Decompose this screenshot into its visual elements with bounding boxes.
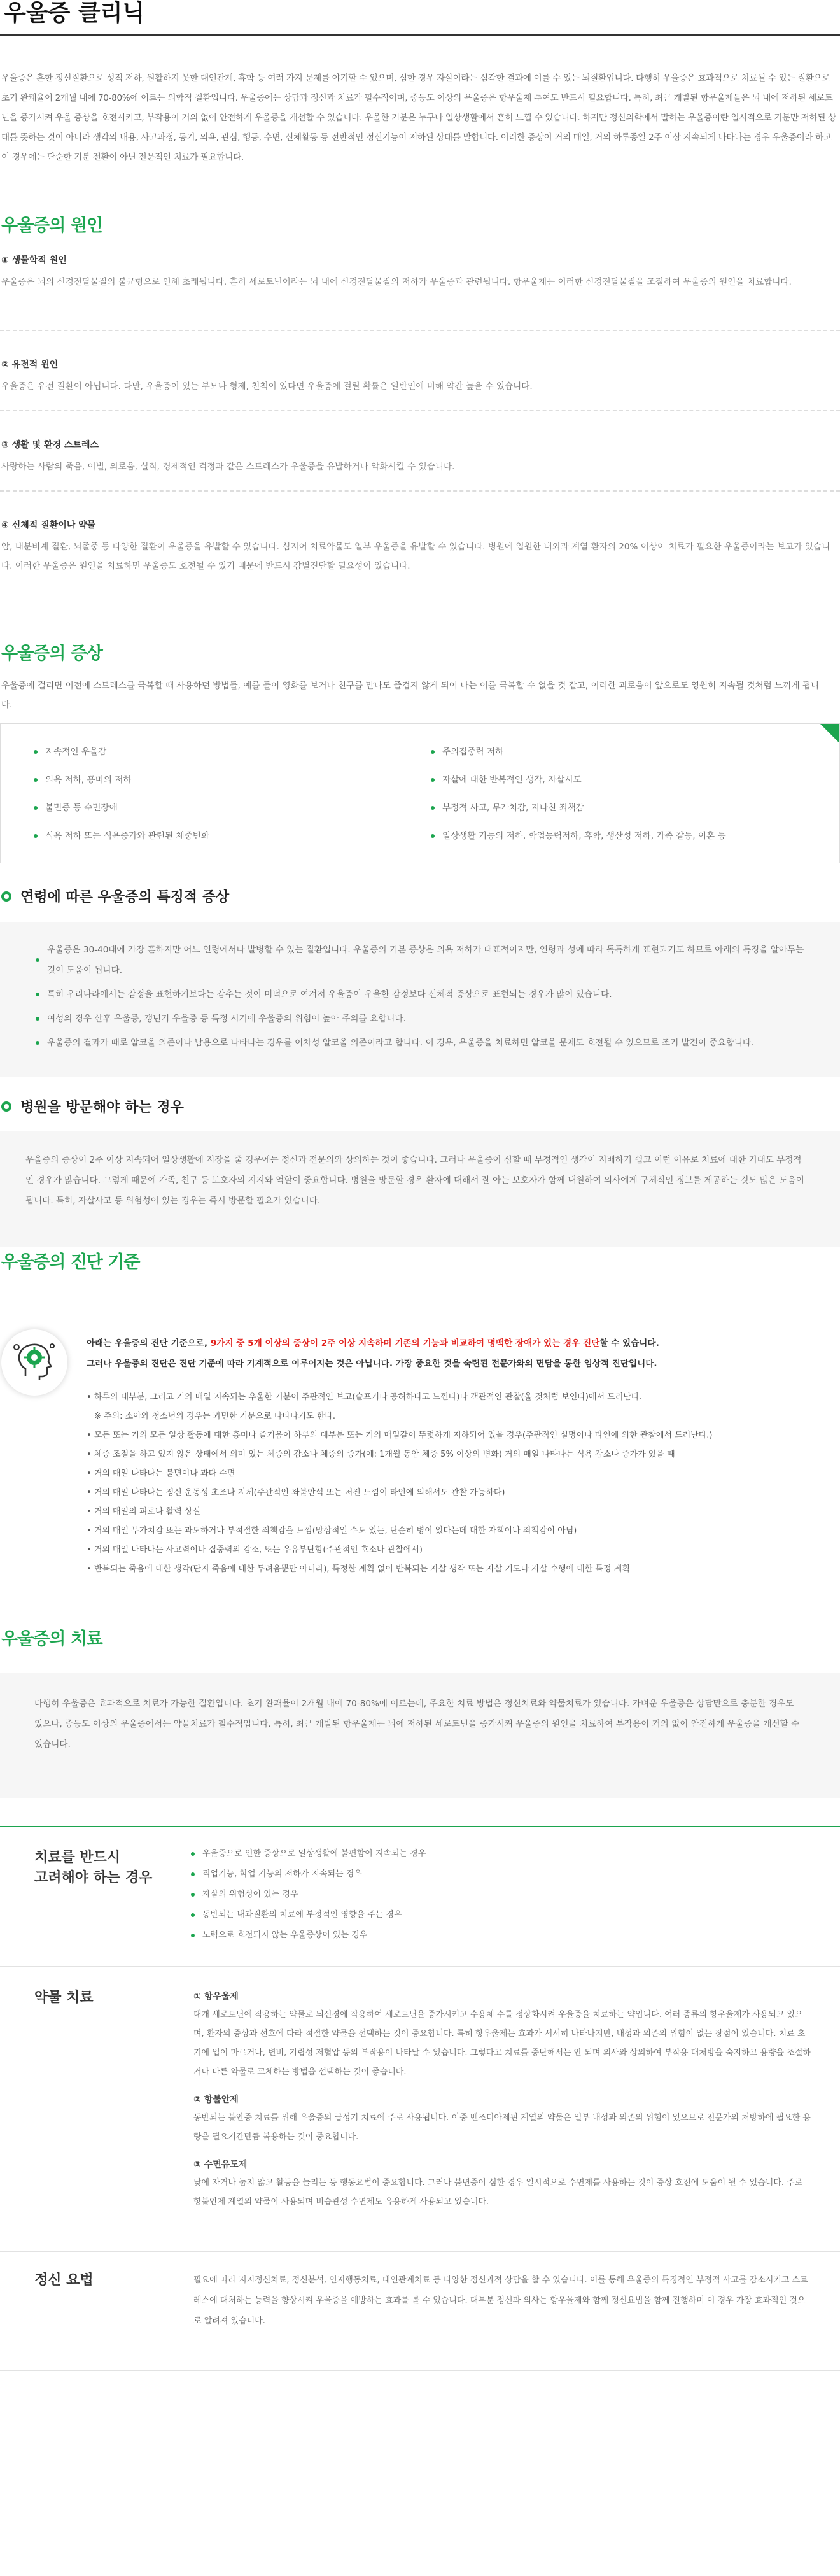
head-mind-icon: [1, 1329, 67, 1396]
criteria-item: • 거의 매일 나타나는 정신 운동성 초조나 지체(주관적인 좌불안석 또는 처진 느낌이 타인에 의해서도 관찰 가능하다): [87, 1488, 505, 1497]
lead-text: 할 수 있습니다.: [599, 1338, 659, 1348]
cause-desc: 사랑하는 사람의 죽음, 이별, 외로움, 실직, 경제적인 걱정과 같은 스트레스가 우울증을 유발하거나 악화시킬 수 있습니다.: [1, 462, 455, 472]
diagnosis-lead: [87, 1333, 831, 1374]
divider: [0, 1966, 840, 1967]
list-item: 노력으로 호전되지 않는 우울증상이 있는 경우: [188, 1925, 812, 1946]
list-item: 의욕 저하, 흥미의 저하: [31, 766, 388, 794]
psy-label: 정신 요법: [34, 2272, 94, 2288]
list-item: 일상생활 기능의 저하, 학업능력저하, 휴학, 생산성 저하, 가족 갈등, 이혼 등: [428, 822, 823, 850]
symptoms-desc: 우울증에 걸리면 이전에 스트레스를 극복할 때 사용하던 방법들, 예를 들어 영화를 보거나 친구를 만나도 즐겁지 않게 되어 나는 이를 극복할 수 없을 것 같고, 이러한 괴로움이 앞으로도 영원히 지속될 것처럼 느끼게 됩니다.: [1, 681, 820, 710]
age-section: [0, 886, 840, 1048]
cause-item: [0, 252, 840, 292]
cause-item: [0, 517, 840, 576]
criteria-item: • 거의 매일의 피로나 활력 상실: [87, 1507, 201, 1517]
symptoms-list-left: [31, 738, 388, 850]
list-item: 자살에 대한 반복적인 생각, 자살시도: [428, 766, 823, 794]
list-item: 지속적인 우울감: [31, 738, 388, 766]
list-item: 여성의 경우 산후 우울증, 갱년기 우울증 등 특정 시기에 우울증의 위험이 높아 주의를 요합니다.: [33, 1008, 809, 1029]
symptoms-list-right: [428, 738, 823, 850]
lead-highlight: 9가지 중 5개 이상의 증상이 2주 이상 지속하며 기존의 기능과 비교하여 명백한 장애가 있는 경우 진단: [210, 1338, 600, 1348]
drug-list: [193, 1988, 812, 2212]
criteria-item: • 하루의 대부분, 그리고 거의 매일 지속되는 우울한 기분이 주관적인 보고(슬프거나 공허하다고 느낀다)나 객관적인 관찰(울 것처럼 보인다)에서 드러난다.: [87, 1392, 642, 1402]
cause-item: [0, 357, 840, 396]
list-item: 주의집중력 저하: [428, 738, 823, 766]
symptoms-box: [0, 723, 840, 863]
age-box: [0, 922, 840, 1077]
age-heading-text: 연령에 따른 우울증의 특징적 증상: [20, 889, 230, 905]
cause-title: ④ 신체적 질환이나 약물: [1, 520, 96, 530]
diagnosis-heading: 우울증의 진단 기준: [1, 1252, 140, 1272]
cause-desc: 우울증은 뇌의 신경전달물질의 불균형으로 인해 초래됩니다. 흔히 세로토닌이라는 뇌 내에 신경전달물질의 저하가 우울증과 관련됩니다. 항우울제는 이러한 신경전달물질을 조절하여 우울증의 원인을 치료합니다.: [1, 277, 792, 287]
green-divider: [0, 1826, 840, 1827]
list-item: 불면증 등 수면장애: [31, 794, 388, 822]
divider: [0, 2251, 840, 2252]
causes-section: [0, 211, 840, 571]
psy-row: [0, 2270, 840, 2360]
divider: [0, 330, 840, 331]
visit-text: 우울증의 증상이 2주 이상 지속되어 일상생활에 지장을 줄 경우에는 정신과 전문의와 상의하는 것이 좋습니다. 그러나 우울증이 심할 때 부정적인 생각이 지배하기 쉽고 이런 이유로 치료에 대한 기대도 부정적인 경우가 많습니다. 그렇게 때문에 가족, 친구 등 보호자의 지지와 역할이 중요합니다. 병원을 방문할 경우 환자에 대해서 잘 아는 보호자가 함께 내원하여 의사에게 구체적인 정보를 제공하는 것도 많은 도움이 됩니다. 특히, 자살사고 등 위험성이 있는 경우는 즉시 방문할 필요가 있습니다.: [25, 1155, 804, 1206]
must-row: [0, 1844, 840, 1971]
criteria-note: ※ 주의: 소아와 청소년의 경우는 과민한 기분으로 나타나기도 한다.: [94, 1412, 335, 1421]
page-title: 우울증 클리닉: [0, 0, 840, 36]
criteria-item: • 모든 또는 거의 모든 일상 활동에 대한 흥미나 즐거움이 하루의 대부분 또는 거의 매일같이 뚜렷하게 저하되어 있을 경우(주관적인 설명이나 타인에 의한 관찰에서 드러난다.): [87, 1431, 713, 1440]
must-label: 치료를 반드시 고려해야 하는 경우: [34, 1850, 153, 1886]
lead-text: 아래는 우울증의 진단 기준으로,: [87, 1338, 211, 1348]
list-item: 우울증의 결과가 때로 알코올 의존이나 남용으로 나타나는 경우를 이차성 알코올 의존이라고 합니다. 이 경우, 우울증을 치료하면 알코올 문제도 호전될 수 있으므로 조기 발견이 중요합니다.: [33, 1033, 809, 1053]
list-item: 동반되는 내과질환의 치료에 부정적인 영향을 주는 경우: [188, 1905, 812, 1925]
divider: [0, 410, 840, 411]
symptoms-section: [0, 639, 840, 841]
list-item: 우울증으로 인한 증상으로 일상생활에 불편함이 지속되는 경우: [188, 1844, 812, 1864]
lead-text-2: 그러나 우울증의 진단은 진단 기준에 따라 기계적으로 이루어지는 것은 아닙니다. 가장 중요한 것을 숙련된 전문가와의 면담을 통한 임상적 진단입니다.: [87, 1359, 657, 1369]
cause-desc: 우울증은 유전 질환이 아닙니다. 다만, 우울증이 있는 부모나 형제, 친척이 있다면 우울증에 걸릴 확률은 일반인에 비해 약간 높을 수 있습니다.: [1, 381, 533, 392]
symptoms-heading: 우울증의 증상: [1, 644, 102, 663]
cause-title: ① 생물학적 원인: [1, 255, 67, 265]
list-item: 우울증은 30-40대에 가장 흔하지만 어느 연령에서나 발병할 수 있는 질환입니다. 우울증의 기본 증상은 의욕 저하가 대표적이지만, 연령과 성에 따라 독특하게 표현되기도 하므로 아래의 특징을 알아두는 것이 도움이 됩니다.: [33, 940, 809, 980]
psy-text: 필요에 따라 지지정신치료, 정신분석, 인지행동치료, 대인관계치료 등 다양한 정신과적 상담을 할 수 있습니다. 이를 통해 우울증의 특징적인 부정적 사고를 감소시키고 스트레스에 대처하는 능력을 향상시켜 우울증을 예방하는 효과를 볼 수 있습니다. 대부분 정신과 의사는 항우울제와 함께 정신요법을 함께 진행하며 이 경우 가장 효과적인 것으로 알려져 있습니다.: [193, 2275, 808, 2326]
criteria-item: • 거의 매일 나타나는 불면이나 과다 수면: [87, 1469, 235, 1478]
drug-label: 약물 치료: [34, 1990, 94, 2006]
drug-title: ② 항불안제: [193, 2095, 239, 2105]
drug-desc: 동반되는 불안증 치료를 위해 우울증의 급성기 치료에 주로 사용됩니다. 이중 벤조디아제핀 계열의 약물은 일부 내성과 의존의 위험이 있으므로 전문가의 처방하에 필요한 용량을 필요기간만큼 복용하는 것이 중요합니다.: [193, 2113, 811, 2142]
list-item: 자살의 위험성이 있는 경우: [188, 1885, 812, 1905]
list-item: 식욕 저하 또는 식욕증가와 관련된 체중변화: [31, 822, 388, 850]
criteria-item: • 거의 매일 무가치감 또는 과도하거나 부적절한 죄책감을 느낌(망상적일 수도 있는, 단순히 병이 있다는데 대한 자책이나 죄책감이 아님): [87, 1526, 577, 1536]
criteria-item: • 반복되는 죽음에 대한 생각(단지 죽음에 대한 두려움뿐만 아니라), 특정한 계획 없이 반복되는 자살 생각 또는 자살 기도나 자살 수행에 대한 특정 계획: [87, 1564, 630, 1574]
must-list: [188, 1844, 812, 1946]
drug-row: [0, 1988, 840, 2249]
visit-section: [0, 1096, 840, 1206]
drug-title: ③ 수면유도제: [193, 2160, 248, 2170]
causes-heading: 우울증의 원인: [1, 216, 102, 236]
corner-mark: [820, 724, 839, 743]
cause-title: ② 유전적 원인: [1, 360, 59, 370]
divider: [0, 490, 840, 492]
cause-title: ③ 생활 및 환경 스트레스: [1, 440, 99, 450]
drug-desc: 대개 세로토닌에 작용하는 약물로 뇌신경에 작용하여 세로토닌을 증가시키고 수용체 수를 정상화시켜 우울증을 치료하는 약입니다. 여러 종류의 항우울제가 사용되고 있으며, 환자의 증상과 선호에 따라 적절한 약물을 선택하는 것이 중요합니다. 특히 항우울제는 효과가 서서히 나타나지만, 내성과 의존의 위험이 없는 장점이 있습니다. 치료 초기에 입이 마르거나, 변비, 기립성 저혈압 등의 부작용이 나타날 수 있습니다. 그렇다고 치료를 중단해서는 안 되며 의사와 상의하여 부작용 대처방을 숙지하고 용량을 조절하거나 다른 약물로 교체하는 방법을 선택하는 것이 좋습니다.: [193, 2010, 811, 2077]
treatment-intro: 다행히 우울증은 효과적으로 치료가 가능한 질환입니다. 초기 완쾌율이 2개월 내에 70-80%에 이르는데, 주요한 치료 방법은 정신치료와 약물치료가 있습니다. 가벼운 우울증은 상담만으로 충분한 경우도 있으나, 중등도 이상의 우울증에서는 약물치료가 필수적입니다. 특히, 최근 개발된 항우울제는 뇌에 저하된 세로토닌을 증가시켜 우울증의 원인을 치료하여 부작용이 거의 없이 안전하게 우울증을 개선할 수 있습니다.: [34, 1699, 800, 1750]
cause-desc: 암, 내분비계 질환, 뇌졸중 등 다양한 질환이 우울증을 유발할 수 있습니다. 심지어 치료약물도 일부 우울증을 유발할 수 있습니다. 병원에 입원한 내외과 계열 환자의 20% 이상이 치료가 필요한 우울증이라는 보고가 있습니다. 이러한 우울증은 원인을 치료하면 우울증도 호전될 수 있기 때문에 반드시 감별진단할 필요성이 있습니다.: [1, 542, 830, 571]
visit-heading-text: 병원을 방문해야 하는 경우: [20, 1100, 184, 1115]
age-heading: [0, 886, 840, 906]
age-list: [33, 940, 809, 1053]
list-item: 부정적 사고, 무가치감, 지나친 죄책감: [428, 794, 823, 822]
treatment-heading: 우울증의 치료: [1, 1629, 102, 1649]
drug-title: ① 항우울제: [193, 1992, 239, 2002]
bottom-divider: [0, 2370, 840, 2371]
diagnosis-section: [0, 1248, 840, 1574]
visit-heading: [0, 1096, 840, 1116]
intro-paragraph: 우울증은 흔한 정신질환으로 성적 저하, 원활하지 못한 대인관계, 휴학 등 여러 가지 문제를 야기할 수 있으며, 심한 경우 자살이라는 심각한 결과에 이를 수 있는 뇌질환입니다. 다행히 우울증은 효과적으로 치료될 수 있는 질환으로 초기 완쾌율이 2개월 내에 70-80%에 이르는 의학적 질환입니다. 우울증에는 상담과 정신과 치료가 필수적이며, 중등도 이상의 우울증은 항우울제 투여도 반드시 필요합니다. 특히, 최근 개발된 항우울제들은 뇌 내에 저하된 세로토닌을 증가시켜 우울 증상을 호전시키고, 부작용이 거의 없이 안전하게 우울증을 개선할 수 있습니다. 우울한 기분은 누구나 일상생활에서 흔히 느낄 수 있습니다. 하지만 정신의학에서 말하는 우울증이란 일시적으로 기분만 저하된 상태를 뜻하는 것이 아니라 생각의 내용, 사고과정, 동기, 의욕, 관심, 행동, 수면, 신체활동 등 전반적인 정신기능이 저하된 상태를 말합니다. 이러한 증상이 거의 매일, 거의 하루종일 2주 이상 지속되게 나타나는 경우 우울증이라 하고 이 경우에는 단순한 기분 전환이 아닌 전문적인 치료가 필요합니다.: [1, 73, 836, 162]
list-item: 직업기능, 학업 기능의 저하가 지속되는 경우: [188, 1864, 812, 1885]
drug-desc: 낮에 자거나 눕지 않고 활동을 늘리는 등 행동요법이 중요합니다. 그러나 불면증이 심한 경우 일시적으로 수면제를 사용하는 것이 증상 호전에 도움이 될 수 있습니다. 주로 항불안제 계열의 약물이 사용되며 비습관성 수면제도 유용하게 사용되고 있습니다.: [193, 2178, 803, 2207]
criteria-list: [87, 1388, 831, 1579]
list-item: 특히 우리나라에서는 감정을 표현하기보다는 감추는 것이 미덕으로 여겨져 우울증이 우울한 감정보다 신체적 증상으로 표현되는 경우가 많이 있습니다.: [33, 984, 809, 1005]
treatment-intro-box: [0, 1673, 840, 1798]
criteria-item: • 거의 매일 나타나는 사고력이나 집중력의 감소, 또는 우유부단함(주관적인 호소나 관찰에서): [87, 1545, 423, 1555]
criteria-item: • 체중 조절을 하고 있지 않은 상태에서 의미 있는 체중의 감소나 체중의 증가(예: 1개월 동안 체중 5% 이상의 변화) 거의 매일 나타나는 식욕 감소나 증가가 있을 때: [87, 1450, 675, 1459]
ring-icon: [1, 891, 11, 902]
visit-box: [0, 1131, 840, 1247]
cause-item: [0, 437, 840, 476]
ring-icon: [1, 1101, 11, 1112]
treatment-section: [0, 1625, 840, 1750]
